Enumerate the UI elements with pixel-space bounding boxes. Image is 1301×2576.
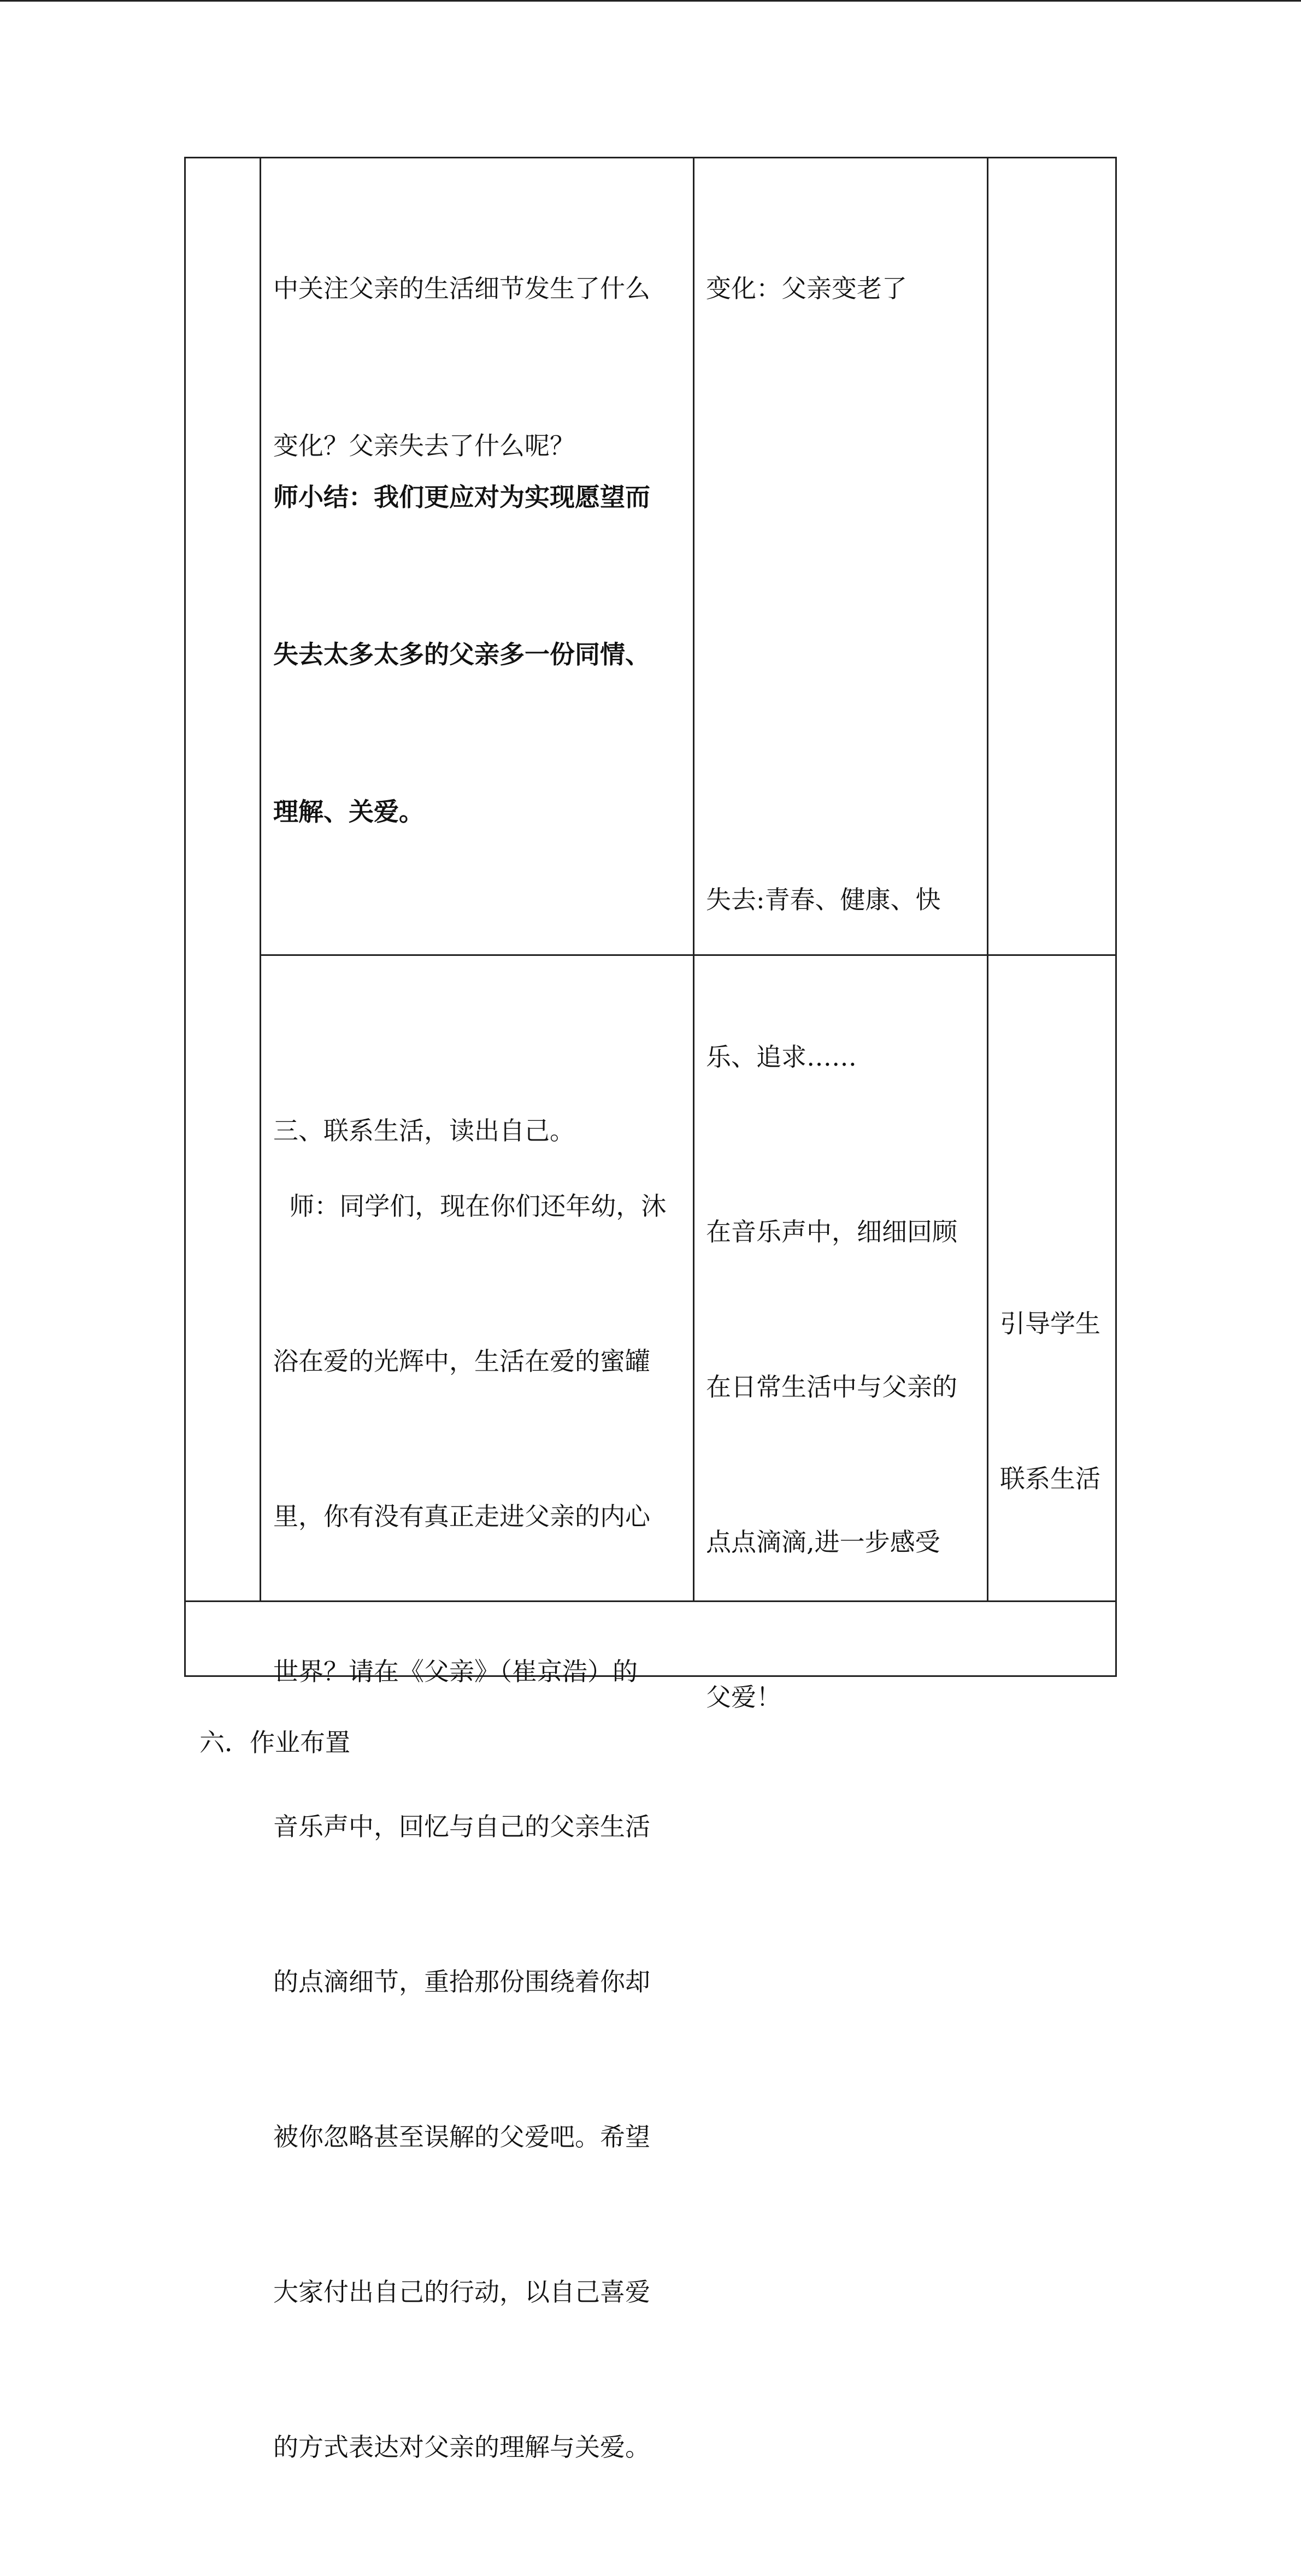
row2-heading-line: 三、联系生活，读出自己。 [273, 1116, 575, 1145]
row2-teacher-line-1: 师：同学们，现在你们还年幼，沐 [273, 1191, 667, 1221]
row2-teacher-line-4: 世界？请在《父亲》（崔京浩）的 [273, 1657, 638, 1686]
row1-student-change [706, 157, 979, 420]
row2-teacher-line-7: 被你忽略甚至误解的父爱吧。希望 [273, 2122, 650, 2152]
lesson-plan-table [184, 157, 1117, 2462]
row2-intent-line-2: 联系生活 [1000, 1464, 1100, 1493]
row2-teacher-line-5: 音乐声中，回忆与自己的父亲生活 [273, 1812, 650, 1841]
row1-student-lost-line-1: 失去:青春、健康、快 [706, 885, 941, 914]
row1-student-change-line: 变化：父亲变老了 [706, 274, 907, 303]
row2-intent-line-1: 引导学生 [1000, 1309, 1100, 1338]
row2-intent-cell [1000, 1192, 1109, 1608]
row2-student-line-4: 父爱！ [706, 1682, 781, 1712]
row3-section-title [199, 1611, 1074, 1874]
row2-teacher-line-8: 大家付出自己的行动，以自己喜爱 [273, 2277, 650, 2307]
col-divider-1 [260, 158, 261, 1600]
row2-teacher-line-6: 的点滴细节，重拾那份围绕着你却 [273, 1967, 650, 1996]
row-divider-1 [260, 954, 1115, 956]
row2-student-line-2: 在日常生活中与父亲的 [706, 1372, 957, 1402]
row2-teacher-line-2: 浴在爱的光辉中，生活在爱的蜜罐 [273, 1346, 650, 1376]
row1-summary-line-3: 理解、关爱。 [273, 797, 424, 826]
col-divider-2 [693, 158, 694, 1600]
row1-summary-line-2: 失去太多太多的父亲多一份同情、 [273, 640, 650, 669]
row1-summary-line-1: 师小结：我们更应对为实现愿望而 [273, 482, 650, 512]
row2-teacher-line-3: 里，你有没有真正走进父亲的内心 [273, 1502, 650, 1531]
page-top-border [0, 0, 1301, 2]
row1-student-lost-line-2: 乐、追求…… [706, 1042, 857, 1072]
homework-title: 六．作业布置 [199, 1728, 350, 1757]
row1-teacher-summary [273, 366, 683, 943]
row2-student-line-1: 在音乐声中，细细回顾 [706, 1217, 957, 1246]
row1-teacher-line-2: 变化？父亲失去了什么呢？ [273, 431, 575, 460]
col-divider-3 [987, 158, 988, 1600]
row2-student-line-3: 点点滴滴,进一步感受 [706, 1527, 940, 1557]
row1-teacher-line-1: 中关注父亲的生活细节发生了什么 [273, 274, 650, 303]
row2-teacher-line-9: 的方式表达对父亲的理解与关爱。 [273, 2432, 650, 2462]
